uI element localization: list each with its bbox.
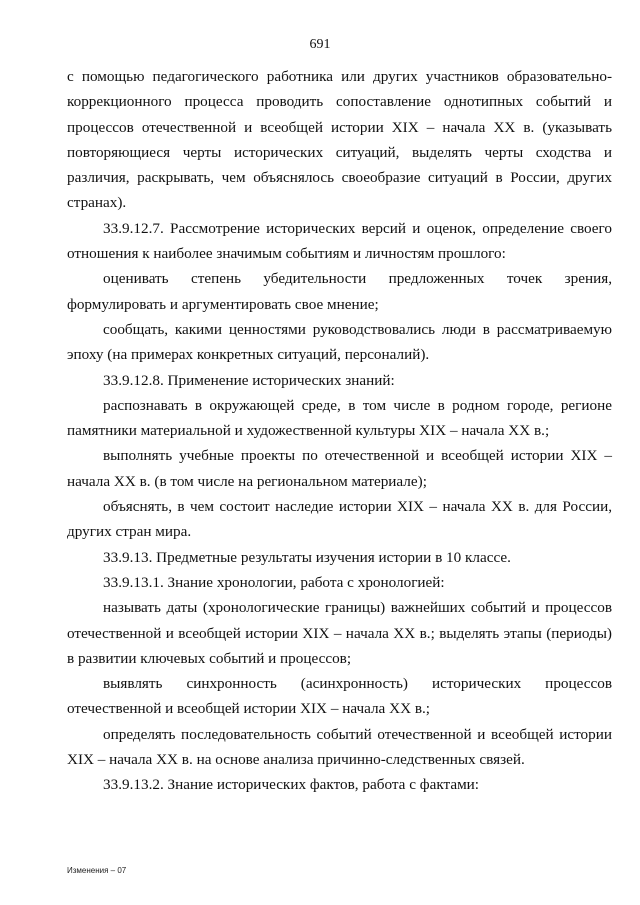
paragraph-synchronicity: выявлять синхронность (асинхронность) исторических процессов отечественной и всеобщей истории XIX – начала XX в.; xyxy=(67,675,612,718)
paragraph-comparison: с помощью педагогического работника или других участников образовательно-коррекционного процесса проводить сопоставление однотипных событий и процессов отечественной и всеобщей истории XIX – начала XX в. (указывать повторяющиеся черты исторических ситуаций, выделять черты сходства и различия, раскрывать, чем объяснялось своеобразие ситуаций в России, других странах). xyxy=(67,68,612,212)
paragraph-recognize: распознавать в окружающей среде, в том числе в родном городе, регионе памятники материальной и художественной культуры XIX – начала XX в.; xyxy=(67,396,612,440)
paragraph-name-dates: называть даты (хронологические границы) важнейших событий и процессов отечественной и всеобщей истории XIX – начала XX в.; выделять этапы (периоды) в развитии ключевых событий и процессов; xyxy=(67,599,612,667)
page-number: 691 xyxy=(309,37,331,52)
paragraph-33-9-13-2: 33.9.13.2. Знание исторических фактов, работа с фактами: xyxy=(103,776,480,794)
paragraph-33-9-12-7: 33.9.12.7. Рассмотрение исторических версий и оценок, определение своего отношения к наиболее значимым событиям и личностям прошлого: xyxy=(67,219,612,263)
paragraph-sequence: определять последовательность событий отечественной и всеобщей истории XIX – начала XX в. на основе анализа причинно-следственных связей. xyxy=(67,725,612,769)
paragraph-evaluate: оценивать степень убедительности предложенных точек зрения, формулировать и аргументировать свое мнение; xyxy=(67,270,612,313)
paragraph-33-9-13-1: 33.9.13.1. Знание хронологии, работа с хронологией: xyxy=(103,573,445,591)
paragraph-projects: выполнять учебные проекты по отечественной и всеобщей истории XIX – начала XX в. (в том числе на региональном материале); xyxy=(67,447,612,490)
paragraph-33-9-12-8: 33.9.12.8. Применение исторических знаний: xyxy=(103,371,395,389)
paragraph-report-values: сообщать, какими ценностями руководствовались люди в рассматриваемую эпоху (на примерах конкретных ситуаций, персоналий). xyxy=(67,320,612,364)
footer-revision-note: Изменения – 07 xyxy=(67,866,127,875)
paragraph-33-9-13: 33.9.13. Предметные результаты изучения истории в 10 классе. xyxy=(103,548,511,566)
paragraph-heritage: объяснять, в чем состоит наследие истории XIX – начала XX в. для России, других стран мира. xyxy=(67,498,612,541)
page-body xyxy=(67,64,612,798)
